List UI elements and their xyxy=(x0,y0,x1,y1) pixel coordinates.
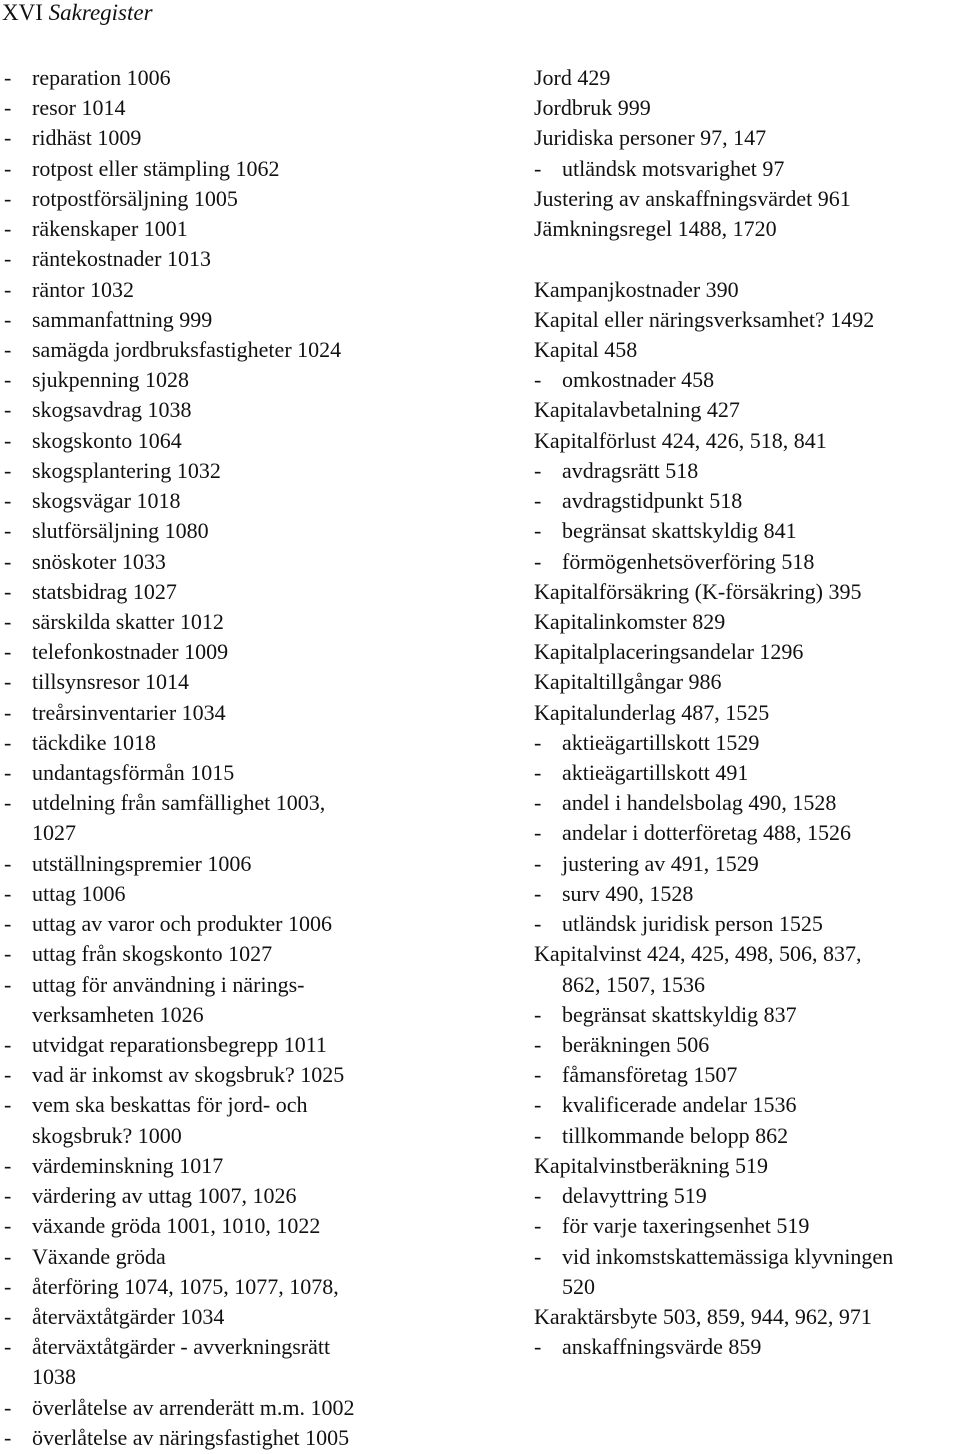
page-title: Sakregister xyxy=(48,0,153,25)
index-subentry xyxy=(534,879,958,909)
index-entry-text: reparation 1006 xyxy=(32,65,171,90)
index-main-entry xyxy=(534,1302,958,1332)
index-subentry xyxy=(534,849,958,879)
subentry-dash: - xyxy=(4,95,12,121)
index-subentry xyxy=(4,939,524,969)
index-subentry xyxy=(4,1302,524,1332)
subentry-dash: - xyxy=(4,548,12,574)
index-subentry xyxy=(534,1000,958,1030)
page-header xyxy=(2,0,153,28)
index-subentry xyxy=(534,788,958,818)
index-subentry xyxy=(4,63,524,93)
index-column-right xyxy=(534,63,958,1362)
subentry-dash: - xyxy=(534,850,542,876)
index-subentry xyxy=(534,516,958,546)
index-subentry xyxy=(4,365,524,395)
index-entry-text: 520 xyxy=(562,1273,595,1299)
index-entry-text: Kapitaltillgångar 986 xyxy=(534,669,722,695)
index-main-entry xyxy=(534,577,958,607)
index-subentry xyxy=(4,1242,524,1272)
index-subentry xyxy=(4,909,524,939)
subentry-dash: - xyxy=(4,518,12,544)
index-subentry xyxy=(534,1090,958,1120)
subentry-dash: - xyxy=(534,1032,542,1057)
index-entry-text: täckdike 1018 xyxy=(32,729,157,755)
index-subentry xyxy=(4,275,524,305)
index-entry-text: Växande gröda xyxy=(32,1243,166,1269)
subentry-dash: - xyxy=(534,367,542,393)
index-entry-text: överlåtelse av arrenderätt m.m. 1002 xyxy=(32,1394,355,1420)
index-entry-text: utländsk juridisk person 1525 xyxy=(562,911,823,937)
subentry-dash: - xyxy=(4,185,12,211)
index-entry-continuation xyxy=(4,818,524,848)
index-entry-text: uttag 1006 xyxy=(32,880,126,906)
subentry-dash: - xyxy=(4,1213,12,1239)
index-entry-text: överlåtelse av näringsfastighet 1005 xyxy=(32,1424,350,1450)
subentry-dash: - xyxy=(534,518,542,544)
index-subentry xyxy=(4,667,524,697)
index-entry-text: resor 1014 xyxy=(32,95,126,121)
index-subentry xyxy=(4,1272,524,1302)
index-entry-text: begränsat skattskyldig 841 xyxy=(562,518,797,544)
index-entry-text: Jordbruk 999 xyxy=(534,95,651,121)
subentry-dash: - xyxy=(4,276,12,302)
index-main-entry xyxy=(534,123,958,153)
index-subentry xyxy=(534,486,958,516)
index-subentry xyxy=(4,879,524,909)
index-entry-text: statsbidrag 1027 xyxy=(32,578,177,604)
index-entry-text: Kapitalförsäkring (K-försäkring) 395 xyxy=(534,578,862,604)
index-main-entry xyxy=(534,698,958,728)
index-subentry xyxy=(4,456,524,486)
subentry-dash: - xyxy=(4,971,12,997)
index-entry-text: Kapitalplaceringsandelar 1296 xyxy=(534,639,804,665)
index-subentry xyxy=(4,1060,524,1090)
index-entry-text: Karaktärsbyte 503, 859, 944, 962, 971 xyxy=(534,1303,872,1329)
index-entry-text: vad är inkomst av skogsbruk? 1025 xyxy=(32,1062,345,1088)
index-entry-text: Kapitalvinst 424, 425, 498, 506, 837, xyxy=(534,941,862,967)
index-entry-text: Jämkningsregel 1488, 1720 xyxy=(534,216,777,242)
index-entry-text: begränsat skattskyldig 837 xyxy=(562,1001,797,1027)
index-entry-text: tillkommande belopp 862 xyxy=(562,1122,789,1148)
subentry-dash: - xyxy=(534,880,542,906)
index-entry-text: Juridiska personer 97, 147 xyxy=(534,125,767,151)
section-number: XVI xyxy=(2,0,43,25)
subentry-dash: - xyxy=(534,1213,542,1239)
index-entry-text: för varje taxeringsenhet 519 xyxy=(562,1213,810,1239)
subentry-dash: - xyxy=(4,760,12,786)
index-entry-text: särskilda skatter 1012 xyxy=(32,608,224,634)
subentry-dash: - xyxy=(4,578,12,604)
subentry-dash: - xyxy=(4,1273,12,1299)
index-spacer xyxy=(534,244,958,274)
index-main-entry xyxy=(534,395,958,425)
index-entry-text: utdelning från samfällighet 1003, xyxy=(32,790,326,816)
index-entry-text: Kampanjkostnader 390 xyxy=(534,276,739,302)
index-entry-text: värdering av uttag 1007, 1026 xyxy=(32,1183,297,1209)
index-entry-text: kvalificerade andelar 1536 xyxy=(562,1092,797,1118)
index-entry-text: skogsvägar 1018 xyxy=(32,488,181,514)
subentry-dash: - xyxy=(4,669,12,695)
index-entry-text: 862, 1507, 1536 xyxy=(562,971,705,997)
subentry-dash: - xyxy=(4,911,12,937)
index-subentry xyxy=(4,516,524,546)
index-subentry xyxy=(4,1393,524,1423)
index-entry-text: andel i handelsbolag 490, 1528 xyxy=(562,790,837,816)
index-subentry xyxy=(4,305,524,335)
subentry-dash: - xyxy=(4,729,12,755)
subentry-dash: - xyxy=(4,1303,12,1329)
subentry-dash: - xyxy=(4,397,12,423)
index-entry-text: telefonkostnader 1009 xyxy=(32,639,229,665)
index-subentry xyxy=(534,1030,958,1060)
index-subentry xyxy=(4,335,524,365)
index-entry-text: ridhäst 1009 xyxy=(32,125,142,151)
index-entry-text: treårsinventarier 1034 xyxy=(32,699,226,725)
index-entry-text: uttag från skogskonto 1027 xyxy=(32,941,273,967)
index-entry-text: återföring 1074, 1075, 1077, 1078, xyxy=(32,1273,339,1299)
index-subentry xyxy=(534,1181,958,1211)
index-entry-text: avdragsrätt 518 xyxy=(562,457,699,483)
index-entry-text: Kapital eller näringsverksamhet? 1492 xyxy=(534,306,875,332)
index-main-entry xyxy=(534,305,958,335)
index-main-entry xyxy=(534,335,958,365)
index-entry-text: vem ska beskattas för jord- och xyxy=(32,1092,308,1118)
subentry-dash: - xyxy=(534,548,542,574)
index-column-left xyxy=(4,63,524,1453)
index-entry-text: snöskoter 1033 xyxy=(32,548,166,574)
index-entry-text: Kapital 458 xyxy=(534,336,638,362)
index-subentry xyxy=(4,214,524,244)
subentry-dash: - xyxy=(534,790,542,816)
subentry-dash: - xyxy=(4,216,12,242)
subentry-dash: - xyxy=(4,608,12,634)
index-subentry xyxy=(534,365,958,395)
subentry-dash: - xyxy=(4,1394,12,1420)
index-main-entry xyxy=(534,607,958,637)
index-entry-text: surv 490, 1528 xyxy=(562,880,694,906)
subentry-dash: - xyxy=(534,1122,542,1148)
index-subentry xyxy=(534,909,958,939)
index-entry-text: förmögenhetsöverföring 518 xyxy=(562,548,815,574)
subentry-dash: - xyxy=(534,820,542,846)
subentry-dash: - xyxy=(534,155,542,181)
index-entry-text: slutförsäljning 1080 xyxy=(32,518,209,544)
subentry-dash: - xyxy=(534,1243,542,1269)
index-entry-continuation xyxy=(4,1000,524,1030)
index-entry-text: uttag av varor och produkter 1006 xyxy=(32,911,332,937)
index-entry-text: räntekostnader 1013 xyxy=(32,246,211,272)
index-entry-text: beräkningen 506 xyxy=(562,1032,710,1057)
subentry-dash: - xyxy=(534,1001,542,1027)
index-entry-text: återväxtåtgärder 1034 xyxy=(32,1303,225,1329)
subentry-dash: - xyxy=(4,1424,12,1450)
index-main-entry xyxy=(534,275,958,305)
subentry-dash: - xyxy=(4,246,12,272)
index-entry-text: Kapitalavbetalning 427 xyxy=(534,397,740,423)
index-entry-text: rotpost eller stämpling 1062 xyxy=(32,155,280,181)
index-entry-continuation xyxy=(4,1362,524,1392)
index-entry-text: Kapitalvinstberäkning 519 xyxy=(534,1152,769,1178)
index-subentry xyxy=(4,1181,524,1211)
index-subentry xyxy=(4,728,524,758)
index-entry-text: skogsplantering 1032 xyxy=(32,457,221,483)
subentry-dash: - xyxy=(4,155,12,181)
index-entry-text: 1027 xyxy=(32,820,76,846)
index-subentry xyxy=(534,1121,958,1151)
index-entry-continuation xyxy=(534,970,958,1000)
index-entry-text: fåmansföretag 1507 xyxy=(562,1062,738,1088)
index-main-entry xyxy=(534,939,958,969)
subentry-dash: - xyxy=(534,729,542,755)
index-subentry xyxy=(534,728,958,758)
index-entry-continuation xyxy=(534,1272,958,1302)
subentry-dash: - xyxy=(4,427,12,453)
index-subentry xyxy=(4,547,524,577)
index-subentry xyxy=(4,607,524,637)
index-subentry xyxy=(4,426,524,456)
subentry-dash: - xyxy=(4,941,12,967)
index-entry-text: undantagsförmån 1015 xyxy=(32,760,235,786)
subentry-dash: - xyxy=(534,488,542,514)
subentry-dash: - xyxy=(4,125,12,151)
index-entry-text: utvidgat reparationsbegrepp 1011 xyxy=(32,1032,327,1057)
index-subentry xyxy=(4,123,524,153)
index-subentry xyxy=(4,1423,524,1453)
subentry-dash: - xyxy=(534,1334,542,1360)
index-subentry xyxy=(534,1242,958,1272)
subentry-dash: - xyxy=(4,1092,12,1118)
subentry-dash: - xyxy=(4,1062,12,1088)
index-entry-text: anskaffningsvärde 859 xyxy=(562,1334,762,1360)
subentry-dash: - xyxy=(4,1032,12,1057)
index-subentry xyxy=(4,1030,524,1060)
subentry-dash: - xyxy=(4,790,12,816)
subentry-dash: - xyxy=(4,488,12,514)
index-main-entry xyxy=(534,214,958,244)
index-subentry xyxy=(534,1332,958,1362)
index-entry-text: andelar i dotterföretag 488, 1526 xyxy=(562,820,851,846)
index-entry-text: utställningspremier 1006 xyxy=(32,850,252,876)
subentry-dash: - xyxy=(534,1092,542,1118)
subentry-dash: - xyxy=(534,457,542,483)
index-main-entry xyxy=(534,426,958,456)
index-subentry xyxy=(4,788,524,818)
subentry-dash: - xyxy=(4,880,12,906)
subentry-dash: - xyxy=(4,336,12,362)
index-subentry xyxy=(534,1060,958,1090)
subentry-dash: - xyxy=(4,1183,12,1209)
subentry-dash: - xyxy=(4,1152,12,1178)
subentry-dash: - xyxy=(4,699,12,725)
index-subentry xyxy=(534,758,958,788)
index-main-entry xyxy=(534,667,958,697)
index-subentry xyxy=(4,970,524,1000)
subentry-dash: - xyxy=(4,306,12,332)
index-entry-text: rotpostförsäljning 1005 xyxy=(32,185,238,211)
index-entry-text: justering av 491, 1529 xyxy=(562,850,759,876)
index-entry-text: Kapitalunderlag 487, 1525 xyxy=(534,699,770,725)
index-entry-text: aktieägartillskott 1529 xyxy=(562,729,760,755)
subentry-dash: - xyxy=(4,1334,12,1360)
index-entry-text: verksamheten 1026 xyxy=(32,1001,204,1027)
index-main-entry xyxy=(534,1151,958,1181)
index-entry-text: tillsynsresor 1014 xyxy=(32,669,190,695)
index-subentry xyxy=(534,818,958,848)
subentry-dash: - xyxy=(534,1183,542,1209)
index-entry-text: aktieägartillskott 491 xyxy=(562,760,749,786)
index-entry-text: Kapitalinkomster 829 xyxy=(534,608,726,634)
subentry-dash: - xyxy=(4,1243,12,1269)
index-entry-text: skogsavdrag 1038 xyxy=(32,397,192,423)
index-entry-text: omkostnader 458 xyxy=(562,367,715,393)
index-main-entry xyxy=(534,637,958,667)
index-subentry xyxy=(4,1211,524,1241)
index-subentry xyxy=(4,154,524,184)
index-entry-continuation xyxy=(4,1121,524,1151)
subentry-dash: - xyxy=(4,367,12,393)
index-entry-text: sammanfattning 999 xyxy=(32,306,213,332)
index-entry-text: 1038 xyxy=(32,1364,76,1390)
index-subentry xyxy=(4,1151,524,1181)
index-entry-text: värdeminskning 1017 xyxy=(32,1152,224,1178)
index-entry-text: skogsbruk? 1000 xyxy=(32,1122,182,1148)
subentry-dash: - xyxy=(534,1062,542,1088)
index-subentry xyxy=(4,698,524,728)
index-entry-text: räkenskaper 1001 xyxy=(32,216,188,242)
index-entry-text: räntor 1032 xyxy=(32,276,135,302)
index-entry-text: sjukpenning 1028 xyxy=(32,367,190,393)
index-subentry xyxy=(4,184,524,214)
subentry-dash: - xyxy=(4,457,12,483)
index-entry-text: skogskonto 1064 xyxy=(32,427,182,453)
index-subentry xyxy=(4,637,524,667)
index-subentry xyxy=(4,93,524,123)
index-main-entry xyxy=(534,184,958,214)
index-subentry xyxy=(4,758,524,788)
index-entry-text: växande gröda 1001, 1010, 1022 xyxy=(32,1213,321,1239)
index-subentry xyxy=(4,244,524,274)
index-subentry xyxy=(4,1332,524,1362)
index-entry-text: vid inkomstskattemässiga klyvningen xyxy=(562,1243,894,1269)
index-entry-text: delavyttring 519 xyxy=(562,1183,707,1209)
index-subentry xyxy=(534,1211,958,1241)
index-subentry xyxy=(4,486,524,516)
subentry-dash: - xyxy=(4,65,12,90)
subentry-dash: - xyxy=(534,760,542,786)
index-entry-text: samägda jordbruksfastigheter 1024 xyxy=(32,336,342,362)
index-subentry xyxy=(4,849,524,879)
index-entry-text: återväxtåtgärder - avverkningsrätt xyxy=(32,1334,331,1360)
index-subentry xyxy=(4,1090,524,1120)
index-subentry xyxy=(534,154,958,184)
index-subentry xyxy=(534,547,958,577)
subentry-dash: - xyxy=(4,639,12,665)
index-entry-text: utländsk motsvarighet 97 xyxy=(562,155,785,181)
index-main-entry xyxy=(534,93,958,123)
index-entry-text: avdragstidpunkt 518 xyxy=(562,488,743,514)
index-entry-text: Kapitalförlust 424, 426, 518, 841 xyxy=(534,427,827,453)
index-subentry xyxy=(4,395,524,425)
index-entry-text: Jord 429 xyxy=(534,65,611,90)
index-entry-text: Justering av anskaffningsvärdet 961 xyxy=(534,185,851,211)
index-subentry xyxy=(4,577,524,607)
subentry-dash: - xyxy=(534,911,542,937)
index-subentry xyxy=(534,456,958,486)
index-main-entry xyxy=(534,63,958,93)
subentry-dash: - xyxy=(4,850,12,876)
index-entry-text: uttag för användning i närings- xyxy=(32,971,305,997)
